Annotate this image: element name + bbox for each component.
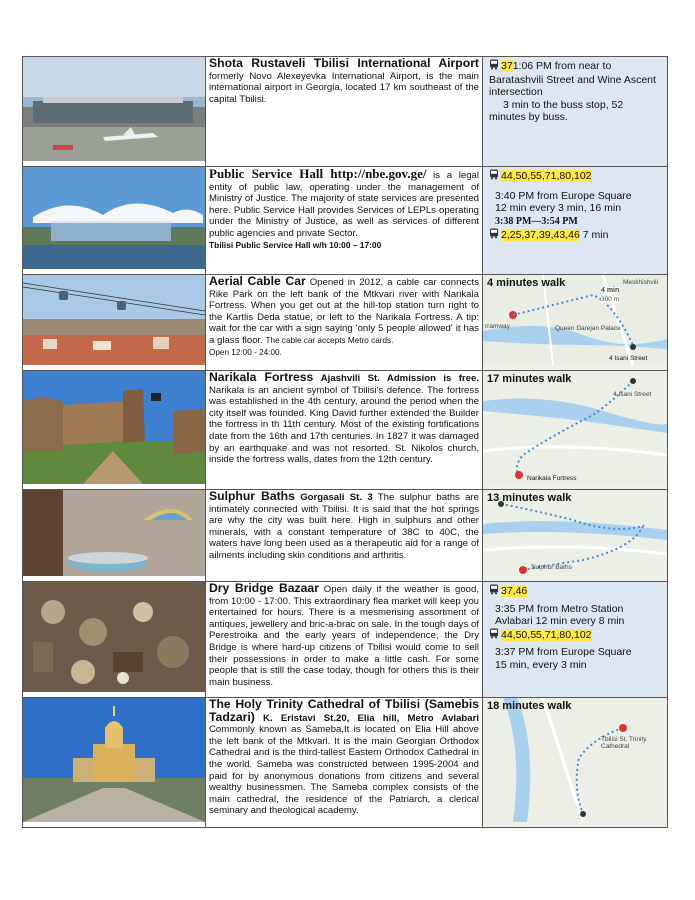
map-cell <box>483 490 668 582</box>
place-description: formerly Novo Alexeyevka International Airport, is the main international airport in Georgia, located 17 km southeast of the capital Tbilisi. <box>209 70 479 105</box>
map-label: 4 Isani Street <box>613 391 652 398</box>
place-title: Aerial Cable Car <box>209 274 306 288</box>
bus-numbers: 44,50,55,71,80,102 <box>501 170 592 183</box>
walk-time: 4 minutes walk <box>487 277 566 289</box>
departure-info: 3:37 PM from Europe Square <box>495 646 632 659</box>
bus-icon <box>489 169 499 184</box>
bus-numbers: 37,46 <box>501 585 528 598</box>
place-title: Sulphur Baths <box>209 489 295 503</box>
description-cell <box>206 275 483 371</box>
transport-cell <box>483 57 668 167</box>
walking-map <box>483 698 667 822</box>
trinity-cathedral-photo <box>23 698 205 827</box>
transport-cell <box>483 167 668 275</box>
table-row <box>23 275 668 371</box>
trip-duration: 15 min, every 3 min <box>495 658 587 671</box>
public-service-hall-photo <box>23 167 205 274</box>
trip-duration: 12 min every 3 min, 16 min <box>495 202 622 215</box>
airport-photo <box>23 57 205 166</box>
map-label: rramway <box>485 323 510 330</box>
map-label: 4 min <box>601 287 620 294</box>
map-label: 300 m <box>601 296 620 303</box>
description-cell <box>206 371 483 490</box>
description-cell <box>206 698 483 828</box>
departure-info: 1:06 PM from near to Baratashvili Street and Wine Ascent intersection <box>489 60 656 99</box>
table-row <box>23 582 668 698</box>
place-address: Gorgasali St. 3 <box>300 492 373 503</box>
table-row <box>23 167 668 275</box>
photo-cell <box>23 57 206 167</box>
departure-info: 3:35 PM from Metro Station <box>495 602 624 615</box>
bus-numbers: 2,25,37,39,43,46 <box>501 229 580 242</box>
place-title: Dry Bridge Bazaar <box>209 581 319 595</box>
sulphur-baths-photo <box>23 490 205 581</box>
map-cell <box>483 371 668 490</box>
photo-cell <box>23 490 206 582</box>
table-row <box>23 57 668 167</box>
trip-duration: Avlabari 12 min every 8 min <box>495 615 625 628</box>
photo-cell <box>23 698 206 828</box>
cable-car-photo <box>23 275 205 370</box>
place-description: is a legal entity of public law, operating under the management of Ministry of Justice. The majority of state services are presented here. Public Service Hall provides Services of LEPLs operating under the Ministry of Justice, as well as services of different public agencies and private Sector. <box>209 170 479 239</box>
description-cell <box>206 167 483 275</box>
map-label: Tbilisi St. Trinity Cathedral <box>601 736 647 750</box>
place-description: Narikala is an ancient symbol of Tbilisi's defence. The fortress was established in the 4th century, around the period when the city itself was founded. King David further extended the Builder the fortress in th 11th century. Most of the existing fortifications date from the 16th and 17th centuries. In 1827 it was damaged by an earthquake and was not resorted. St. Nikolos church, inside the fortress walls, dates from the 12th century. <box>209 384 479 466</box>
photo-cell <box>23 371 206 490</box>
trip-duration: 7 min <box>582 229 609 242</box>
bus-icon <box>489 584 499 599</box>
walking-map <box>483 275 667 365</box>
attractions-table <box>22 56 668 828</box>
trip-duration: 3 min to the buss stop, 52 minutes by buss. <box>489 98 624 124</box>
place-description: Open daily if the weather is good, from 10:00 - 17:00. This extraordinary flea market will keep you entertained for hours. There is a mesmerising assortment of antiques, jewellery and bric-a-brac on sale. In the tough days of Perestroika and the early years of independence, the Dry Bridge is where hard-up citizens of Tbilisi would come to sell their possessions in order to make a little cash. For some people that is still the case today, though for others this is their main business. <box>209 584 479 688</box>
narikala-fortress-photo <box>23 371 205 489</box>
bus-numbers: 37 <box>501 60 513 73</box>
place-address: K. Eristavi St.20, Elia hill, Metro Avlabari <box>263 712 479 724</box>
map-label: Narikala Fortress <box>527 475 577 482</box>
bus-icon <box>489 628 499 643</box>
description-cell <box>206 57 483 167</box>
place-title: The Holy Trinity Cathedral of Tbilisi (Samebis Tadzari) <box>209 697 479 724</box>
walk-time: 17 minutes walk <box>487 373 572 385</box>
walk-time: 18 minutes walk <box>487 700 572 712</box>
table-row <box>23 490 668 582</box>
table-row <box>23 698 668 828</box>
place-address: Ajashvili St. Admission is free. <box>320 373 479 384</box>
dry-bridge-bazaar-photo <box>23 582 205 697</box>
photo-cell <box>23 167 206 275</box>
place-title: Public Service Hall http://nbe.gov.ge/ <box>209 166 427 181</box>
map-cell <box>483 275 668 371</box>
bus-numbers: 44,50,55,71,80,102 <box>501 628 592 641</box>
place-description: Commonly known as Sameba,It is located on Elia Hill above the left bank of the Mtkvari. It is the main Georgian Orthodox Cathedral and is the third-tallest Eastern Orthodox Cathedral in the world. Sameba was constructed between 1995-2004 and paid for by anonymous donations from citizens and several wealthy businessmen. The Sameba complex consists of the main cathedral, the residence of the Patriarch, a clerical seminary and theological academy. <box>209 724 479 817</box>
walk-time: 13 minutes walk <box>487 492 572 504</box>
opening-hours: Tbilisi Public Service Hall w/h 10:00 – 17:00 <box>209 239 382 250</box>
place-title: Narikala Fortress <box>209 370 314 384</box>
transport-cell <box>483 582 668 698</box>
map-label: Queen Darejan Palace <box>555 325 621 332</box>
description-cell <box>206 490 483 582</box>
walking-map <box>483 371 667 484</box>
place-description: Opened in 2012, a cable car connects Rike Park on the left bank of the Mtkvari river with Narikala Fortress. When you get out at the hill-top station turn right to the Kartlis Deda statue, or left to the Narikala Fortress. A tip: wait for the car with a sign saying 'only 5 people allowed' it has a glass floor. <box>209 277 479 346</box>
time-range: 3:38 PM—3:54 PM <box>495 215 578 227</box>
map-cell <box>483 698 668 828</box>
opening-hours: Open 12:00 - 24:00. <box>209 347 282 357</box>
description-cell <box>206 582 483 698</box>
bus-icon <box>489 59 499 74</box>
map-label: Meskhishvili <box>623 279 659 286</box>
metro-card-note: The cable car accepts Metro cards. <box>265 335 394 345</box>
photo-cell <box>23 275 206 371</box>
photo-cell <box>23 582 206 698</box>
departure-info: 3:40 PM from Europe Square <box>495 189 632 202</box>
map-label: Sulphur Baths <box>531 564 572 571</box>
place-description: The sulphur baths are intimately connected with Tbilisi. It is said that the hot springs are why the city was built here. High in sulphurs and other minerals, with a constant temperature of 38C to 40C, the waters have long been used as a therapeutic aid for a range of ailments including skin conditions and arthritis. <box>209 492 479 561</box>
table-row <box>23 371 668 490</box>
walking-map <box>483 490 667 576</box>
bus-icon <box>489 228 499 243</box>
place-title: Shota Rustaveli Tbilisi International Airport <box>209 56 479 70</box>
map-label: 4 Isani Street <box>609 355 648 362</box>
